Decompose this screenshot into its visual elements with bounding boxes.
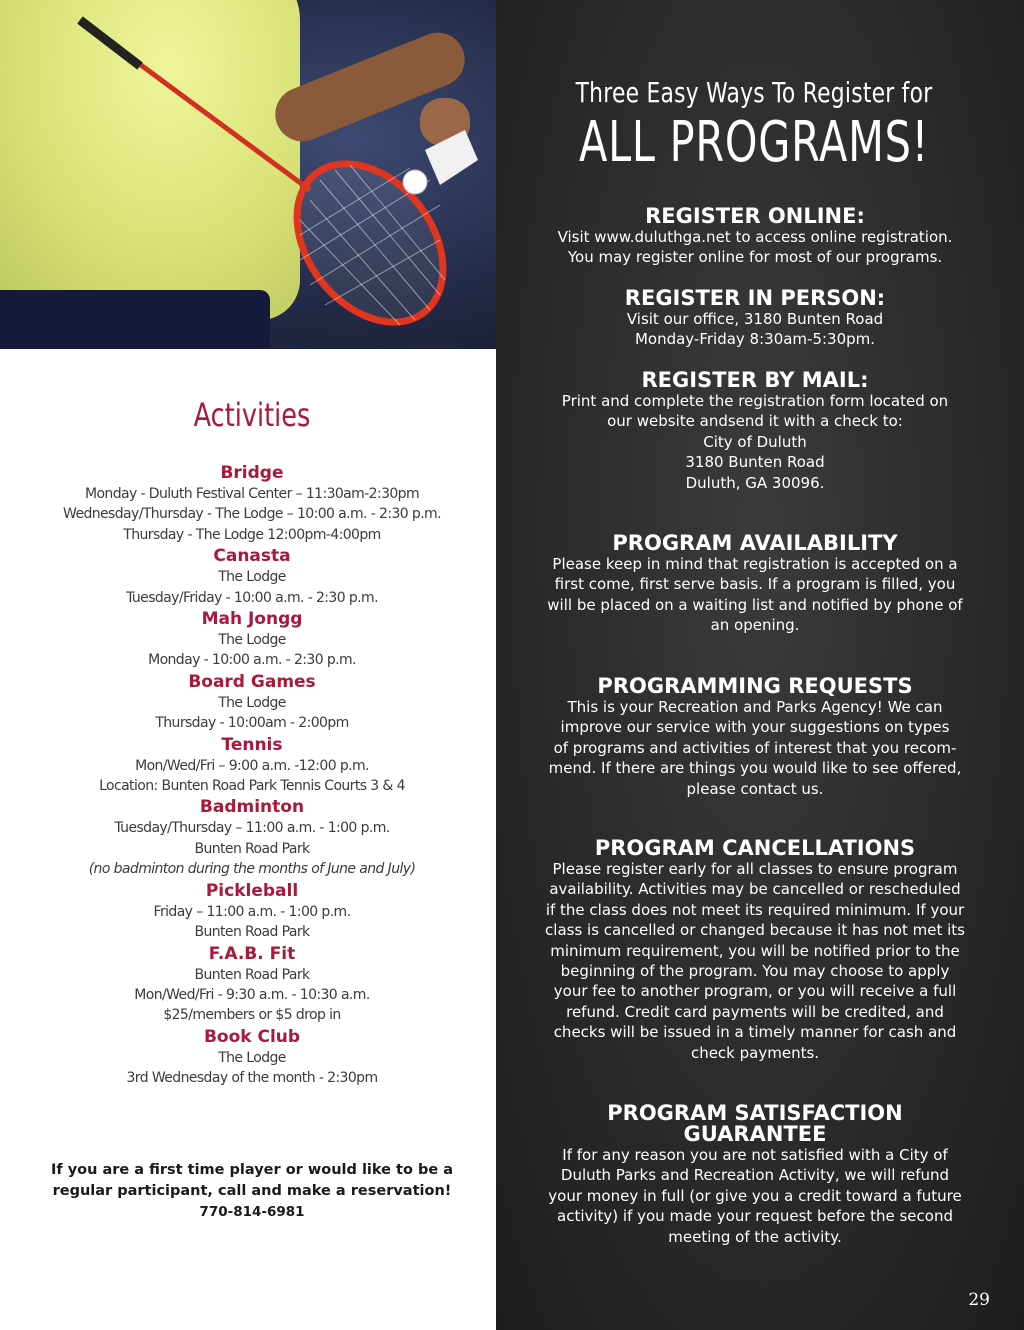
section-body: Visit www.duluthga.net to access online registration. You may register online for most of our programs. bbox=[557, 228, 953, 267]
board-title-line1: Three Easy Ways To Register for bbox=[575, 76, 933, 109]
activities-list bbox=[0, 396, 504, 1089]
section-body: Print and complete the registration form located on our website andsend it with a check to: City of Duluth 3180 Bunten Road Duluth, GA 30096. bbox=[561, 392, 949, 492]
activity-item bbox=[0, 880, 504, 943]
section-body: Please keep in mind that registration is accepted on a first come, first serve basis. If a program is filled, you will be placed on a waiting list and notified by phone of an opening. bbox=[547, 555, 963, 635]
activity-name: Mah Jongg bbox=[201, 609, 303, 630]
badminton-photo bbox=[0, 0, 496, 349]
activity-detail: Mon/Wed/Fri – 9:00 a.m. -12:00 p.m. bbox=[135, 757, 369, 774]
activity-detail: Location: Bunten Road Park Tennis Courts 3 & 4 bbox=[99, 778, 405, 795]
activity-detail: $25/members or $5 drop in bbox=[163, 1007, 341, 1024]
activity-detail: The Lodge bbox=[218, 1049, 286, 1066]
programming-requests-section bbox=[536, 675, 974, 799]
activity-name: Badminton bbox=[199, 797, 305, 818]
activity-name: F.A.B. Fit bbox=[208, 943, 296, 964]
section-heading: REGISTER ONLINE: bbox=[645, 204, 865, 228]
page-number: 29 bbox=[968, 1290, 990, 1310]
program-cancellations-section bbox=[536, 837, 974, 1063]
activity-name: Book Club bbox=[203, 1026, 301, 1047]
activity-item bbox=[0, 943, 504, 1026]
activity-detail: Tuesday/Friday - 10:00 a.m. - 2:30 p.m. bbox=[126, 589, 378, 606]
activity-item bbox=[0, 734, 504, 797]
activity-detail: Monday - Duluth Festival Center – 11:30am-2:30pm bbox=[84, 486, 420, 502]
activity-detail: Tuesday/Thursday – 11:00 a.m. - 1:00 p.m. bbox=[114, 820, 390, 837]
activity-detail: The Lodge bbox=[218, 569, 286, 586]
activity-item bbox=[0, 671, 504, 734]
program-availability-section bbox=[536, 532, 974, 636]
activity-detail: Bunten Road Park bbox=[194, 966, 310, 983]
activity-detail: Friday – 11:00 a.m. - 1:00 p.m. bbox=[153, 903, 351, 920]
activity-name: Bridge bbox=[220, 463, 284, 483]
activity-item bbox=[0, 1026, 504, 1089]
activity-detail: Thursday - 10:00am - 2:00pm bbox=[155, 715, 349, 732]
register-online-section bbox=[548, 205, 962, 268]
activity-items bbox=[0, 462, 504, 1089]
activity-detail: Monday - 10:00 a.m. - 2:30 p.m. bbox=[148, 652, 356, 669]
activity-detail: Mon/Wed/Fri - 9:30 a.m. - 10:30 a.m. bbox=[134, 986, 370, 1003]
callout-line1: If you are a first time player or would like to be a bbox=[50, 1162, 454, 1178]
activity-name: Canasta bbox=[213, 546, 291, 567]
section-heading: PROGRAM AVAILABILITY bbox=[612, 531, 898, 555]
section-heading: REGISTER BY MAIL: bbox=[641, 368, 869, 392]
register-by-mail-section bbox=[548, 369, 962, 493]
phone-number: 770-814-6981 bbox=[199, 1204, 305, 1220]
register-in-person-section bbox=[548, 287, 962, 350]
activity-note: (no badminton during the months of June and July) bbox=[88, 861, 416, 878]
activity-detail: Wednesday/Thursday - The Lodge – 10:00 a.m. - 2:30 p.m. bbox=[63, 506, 441, 523]
activity-item bbox=[0, 608, 504, 671]
section-body: Please register early for all classes to ensure program availability. Activities may be cancelled or rescheduled if the class does not meet its required minimum. If your class is cancelled or changed because it has not met its minimum requirement, you will be notified prior to the beginning of the program. You may choose to apply your fee to another program, or you will receive a full refund. Credit card payments will be credited, and checks will be issued in a timely manner for cash and check payments. bbox=[545, 860, 965, 1062]
activity-item bbox=[0, 796, 504, 879]
activity-detail: Bunten Road Park bbox=[194, 924, 310, 941]
activity-item bbox=[0, 462, 504, 545]
activity-name: Tennis bbox=[221, 734, 283, 755]
section-body: This is your Recreation and Parks Agency! We can improve our service with your suggestions on types of programs and activities of interest that you recom- mend. If there are things you would like to see offered, please contact us. bbox=[548, 698, 962, 798]
activity-detail: 3rd Wednesday of the month - 2:30pm bbox=[126, 1070, 378, 1087]
activity-detail: Bunten Road Park bbox=[194, 840, 310, 857]
section-heading: REGISTER IN PERSON: bbox=[624, 286, 886, 310]
program-satisfaction-section bbox=[536, 1103, 974, 1247]
activity-name: Pickleball bbox=[205, 880, 299, 901]
activity-name: Board Games bbox=[188, 671, 316, 692]
activities-title: Activities bbox=[193, 396, 311, 434]
section-heading: PROGRAM CANCELLATIONS bbox=[594, 836, 916, 860]
activity-detail: The Lodge bbox=[218, 632, 286, 649]
registration-board bbox=[496, 0, 1024, 1330]
shuttlecock-icon bbox=[0, 0, 496, 349]
reservation-callout bbox=[0, 1160, 504, 1223]
section-heading: PROGRAMMING REQUESTS bbox=[597, 674, 913, 698]
activity-detail: The Lodge bbox=[218, 694, 286, 711]
activity-detail: Thursday - The Lodge 12:00pm-4:00pm bbox=[123, 526, 381, 543]
callout-line2: regular participant, call and make a reservation! bbox=[52, 1183, 452, 1199]
board-title-line2: ALL PROGRAMS! bbox=[579, 110, 929, 175]
activity-item bbox=[0, 545, 504, 608]
section-body: If for any reason you are not satisfied with a City of Duluth Parks and Recreation Activity, we will refund your money in full (or give you a credit toward a future activity) if you made your request before the second meeting of the activity. bbox=[548, 1146, 962, 1246]
section-body: Visit our office, 3180 Bunten Road Monday-Friday 8:30am-5:30pm. bbox=[626, 310, 884, 349]
section-heading: PROGRAM SATISFACTION GUARANTEE bbox=[607, 1101, 903, 1146]
